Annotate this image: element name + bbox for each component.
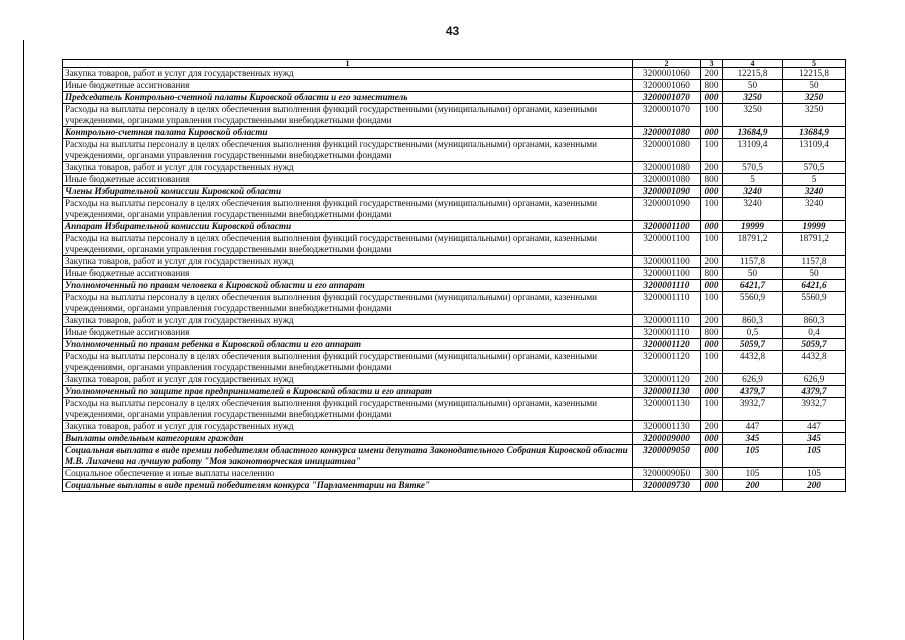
row-amount-col-4: 200	[723, 480, 783, 492]
row-amount-col-5: 200	[783, 480, 846, 492]
row-amount-col-5: 3250	[783, 92, 846, 104]
row-amount-col-5: 860,3	[783, 315, 846, 327]
row-name: Уполномоченный по защите прав предпринимателей в Кировской области и его аппарат	[63, 386, 633, 398]
row-name: Закупка товаров, работ и услуг для государственных нужд	[63, 315, 633, 327]
row-target-code: 3200009730	[633, 480, 701, 492]
table-row	[63, 162, 846, 174]
row-expense-type: 200	[701, 162, 723, 174]
row-expense-type: 800	[701, 327, 723, 339]
row-amount-col-5: 3932,7	[783, 398, 846, 421]
row-name: Расходы на выплаты персоналу в целях обеспечения выполнения функций государственными (муниципальными) органами, казенными учреждениями, органами управления государственными внебюджетными фондами	[63, 198, 633, 221]
row-amount-col-4: 0,5	[723, 327, 783, 339]
row-amount-col-5: 19999	[783, 221, 846, 233]
row-amount-col-4: 13109,4	[723, 139, 783, 162]
row-amount-col-4: 6421,7	[723, 280, 783, 292]
row-target-code: 3200001120	[633, 351, 701, 374]
row-name: Закупка товаров, работ и услуг для государственных нужд	[63, 162, 633, 174]
row-amount-col-4: 4432,8	[723, 351, 783, 374]
row-amount-col-4: 18791,2	[723, 233, 783, 256]
row-expense-type: 200	[701, 68, 723, 80]
row-name: Председатель Контрольно-счетной палаты Кировской области и его заместитель	[63, 92, 633, 104]
row-expense-type: 000	[701, 386, 723, 398]
row-expense-type: 100	[701, 104, 723, 127]
row-expense-type: 000	[701, 186, 723, 198]
row-expense-type: 100	[701, 233, 723, 256]
row-target-code: 3200001110	[633, 292, 701, 315]
row-amount-col-4: 5560,9	[723, 292, 783, 315]
row-amount-col-4: 570,5	[723, 162, 783, 174]
row-name: Уполномоченный по правам человека в Кировской области и его аппарат	[63, 280, 633, 292]
row-amount-col-5: 50	[783, 268, 846, 280]
row-amount-col-4: 50	[723, 80, 783, 92]
row-name: Закупка товаров, работ и услуг для государственных нужд	[63, 256, 633, 268]
row-amount-col-4: 105	[723, 468, 783, 480]
table-row	[63, 327, 846, 339]
row-amount-col-5: 6421,6	[783, 280, 846, 292]
table-row	[63, 68, 846, 80]
row-amount-col-4: 3250	[723, 104, 783, 127]
table-row	[63, 233, 846, 256]
row-target-code: 3200001100	[633, 268, 701, 280]
row-expense-type: 000	[701, 445, 723, 468]
row-amount-col-5: 3240	[783, 186, 846, 198]
table-row	[63, 480, 846, 492]
row-amount-col-4: 447	[723, 421, 783, 433]
row-name: Социальное обеспечение и иные выплаты населению	[63, 468, 633, 480]
row-amount-col-4: 19999	[723, 221, 783, 233]
row-name: Социальные выплаты в виде премий победителям конкурса "Парламентарии на Вятке"	[63, 480, 633, 492]
row-amount-col-4: 4379,7	[723, 386, 783, 398]
row-amount-col-5: 5560,9	[783, 292, 846, 315]
row-target-code: 3200001070	[633, 92, 701, 104]
row-target-code: 3200001070	[633, 104, 701, 127]
row-expense-type: 000	[701, 480, 723, 492]
row-amount-col-5: 13684,9	[783, 127, 846, 139]
row-amount-col-5: 3240	[783, 198, 846, 221]
row-name: Иные бюджетные ассигнования	[63, 268, 633, 280]
row-amount-col-5: 13109,4	[783, 139, 846, 162]
row-expense-type: 100	[701, 398, 723, 421]
row-expense-type: 100	[701, 292, 723, 315]
row-name: Расходы на выплаты персоналу в целях обеспечения выполнения функций государственными (муниципальными) органами, казенными учреждениями, органами управления государственными внебюджетными фондами	[63, 398, 633, 421]
table-row	[63, 139, 846, 162]
row-amount-col-5: 345	[783, 433, 846, 445]
row-target-code: 3200001130	[633, 386, 701, 398]
row-expense-type: 200	[701, 374, 723, 386]
row-name: Уполномоченный по правам ребенка в Кировской области и его аппарат	[63, 339, 633, 351]
table-row	[63, 386, 846, 398]
scan-margin-line	[23, 40, 24, 640]
row-expense-type: 000	[701, 221, 723, 233]
row-expense-type: 200	[701, 421, 723, 433]
table-row	[63, 445, 846, 468]
row-amount-col-5: 570,5	[783, 162, 846, 174]
row-amount-col-5: 5059,7	[783, 339, 846, 351]
table-row	[63, 433, 846, 445]
row-name: Иные бюджетные ассигнования	[63, 327, 633, 339]
row-amount-col-4: 5	[723, 174, 783, 186]
table-row	[63, 80, 846, 92]
budget-table	[62, 59, 846, 492]
table-row	[63, 198, 846, 221]
row-target-code: 3200001060	[633, 80, 701, 92]
row-amount-col-4: 860,3	[723, 315, 783, 327]
row-amount-col-5: 447	[783, 421, 846, 433]
row-target-code: 3200001130	[633, 421, 701, 433]
row-name: Иные бюджетные ассигнования	[63, 80, 633, 92]
row-amount-col-5: 3250	[783, 104, 846, 127]
page-number: 43	[445, 24, 460, 38]
table-row	[63, 292, 846, 315]
table-row	[63, 256, 846, 268]
row-name: Расходы на выплаты персоналу в целях обеспечения выполнения функций государственными (муниципальными) органами, казенными учреждениями, органами управления государственными внебюджетными фондами	[63, 233, 633, 256]
row-name: Аппарат Избирательной комиссии Кировской области	[63, 221, 633, 233]
table-row	[63, 315, 846, 327]
row-name: Контрольно-счетная палата Кировской области	[63, 127, 633, 139]
row-amount-col-4: 13684,9	[723, 127, 783, 139]
row-amount-col-4: 3240	[723, 186, 783, 198]
row-amount-col-5: 4432,8	[783, 351, 846, 374]
row-expense-type: 800	[701, 80, 723, 92]
row-expense-type: 000	[701, 280, 723, 292]
row-amount-col-5: 18791,2	[783, 233, 846, 256]
row-amount-col-4: 3250	[723, 92, 783, 104]
row-expense-type: 100	[701, 139, 723, 162]
table-row	[63, 104, 846, 127]
row-expense-type: 100	[701, 198, 723, 221]
row-amount-col-4: 5059,7	[723, 339, 783, 351]
row-amount-col-5: 105	[783, 468, 846, 480]
table-header-row	[63, 60, 846, 68]
row-target-code: 3200001120	[633, 339, 701, 351]
row-amount-col-4: 50	[723, 268, 783, 280]
table-row	[63, 186, 846, 198]
header-col-5: 5	[783, 60, 846, 68]
table-row	[63, 351, 846, 374]
row-target-code: 3200001130	[633, 398, 701, 421]
table-row	[63, 421, 846, 433]
row-target-code: 3200001120	[633, 374, 701, 386]
row-expense-type: 200	[701, 315, 723, 327]
row-amount-col-5: 12215,8	[783, 68, 846, 80]
header-col-4: 4	[723, 60, 783, 68]
row-expense-type: 000	[701, 92, 723, 104]
row-amount-col-4: 12215,8	[723, 68, 783, 80]
table-body	[63, 68, 846, 492]
row-expense-type: 200	[701, 256, 723, 268]
row-name: Выплаты отдельным категориям граждан	[63, 433, 633, 445]
table-row	[63, 398, 846, 421]
row-amount-col-4: 345	[723, 433, 783, 445]
row-target-code: 3200009050	[633, 445, 701, 468]
row-target-code: 3200001080	[633, 162, 701, 174]
row-expense-type: 100	[701, 351, 723, 374]
row-name: Расходы на выплаты персоналу в целях обеспечения выполнения функций государственными (муниципальными) органами, казенными учреждениями, органами управления государственными внебюджетными фондами	[63, 292, 633, 315]
row-name: Социальная выплата в виде премии победителям областного конкурса имени депутата Законодательного Собрания Кировской области М.В. Лихачева на лучшую работу "Моя законотворческая инициатива"	[63, 445, 633, 468]
row-target-code: 3200001100	[633, 221, 701, 233]
table-row	[63, 127, 846, 139]
row-target-code: 3200001110	[633, 327, 701, 339]
row-amount-col-5: 0,4	[783, 327, 846, 339]
row-target-code: 3200001080	[633, 174, 701, 186]
row-target-code: 3200001100	[633, 233, 701, 256]
header-col-1: 1	[63, 60, 633, 68]
row-name: Расходы на выплаты персоналу в целях обеспечения выполнения функций государственными (муниципальными) органами, казенными учреждениями, органами управления государственными внебюджетными фондами	[63, 104, 633, 127]
row-target-code: 3200001110	[633, 315, 701, 327]
row-target-code: 3200001060	[633, 68, 701, 80]
row-name: Расходы на выплаты персоналу в целях обеспечения выполнения функций государственными (муниципальными) органами, казенными учреждениями, органами управления государственными внебюджетными фондами	[63, 139, 633, 162]
table-row	[63, 221, 846, 233]
row-target-code: 3200001100	[633, 256, 701, 268]
row-amount-col-5: 105	[783, 445, 846, 468]
row-name: Члены Избирательной комиссии Кировской области	[63, 186, 633, 198]
row-amount-col-4: 3240	[723, 198, 783, 221]
row-name: Закупка товаров, работ и услуг для государственных нужд	[63, 68, 633, 80]
table-row	[63, 280, 846, 292]
row-amount-col-5: 1157,8	[783, 256, 846, 268]
table-row	[63, 374, 846, 386]
header-col-2: 2	[633, 60, 701, 68]
row-expense-type: 000	[701, 339, 723, 351]
header-col-3: 3	[701, 60, 723, 68]
table-row	[63, 92, 846, 104]
row-name: Расходы на выплаты персоналу в целях обеспечения выполнения функций государственными (муниципальными) органами, казенными учреждениями, органами управления государственными внебюджетными фондами	[63, 351, 633, 374]
row-expense-type: 300	[701, 468, 723, 480]
row-target-code: 3200001090	[633, 198, 701, 221]
table-row	[63, 268, 846, 280]
row-amount-col-4: 105	[723, 445, 783, 468]
row-amount-col-5: 50	[783, 80, 846, 92]
row-amount-col-4: 626,9	[723, 374, 783, 386]
row-name: Иные бюджетные ассигнования	[63, 174, 633, 186]
row-expense-type: 800	[701, 268, 723, 280]
row-name: Закупка товаров, работ и услуг для государственных нужд	[63, 421, 633, 433]
row-amount-col-5: 626,9	[783, 374, 846, 386]
row-target-code: 3200001110	[633, 280, 701, 292]
row-expense-type: 000	[701, 433, 723, 445]
row-target-code: 3200009000	[633, 433, 701, 445]
row-expense-type: 800	[701, 174, 723, 186]
row-amount-col-4: 1157,8	[723, 256, 783, 268]
row-target-code: 3200001080	[633, 127, 701, 139]
row-amount-col-5: 4379,7	[783, 386, 846, 398]
table-row	[63, 468, 846, 480]
row-amount-col-4: 3932,7	[723, 398, 783, 421]
row-target-code: 3200001080	[633, 139, 701, 162]
table-row	[63, 339, 846, 351]
row-amount-col-5: 5	[783, 174, 846, 186]
row-name: Закупка товаров, работ и услуг для государственных нужд	[63, 374, 633, 386]
row-target-code: 32000090Б0	[633, 468, 701, 480]
row-target-code: 3200001090	[633, 186, 701, 198]
row-expense-type: 000	[701, 127, 723, 139]
table-row	[63, 174, 846, 186]
